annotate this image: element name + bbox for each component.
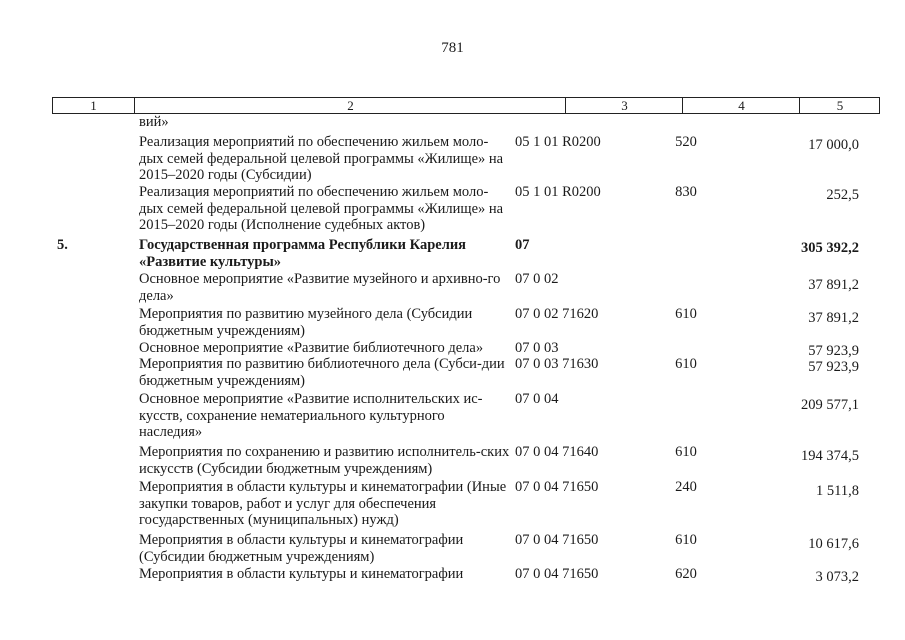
row-code: 07 [515,237,530,253]
row-name: Мероприятия по развитию музейного дела (Субсидии бюджетным учреждениям) [139,306,473,339]
row-code: 07 0 04 71640 [515,444,599,460]
row-category: 610 [675,356,697,372]
row-category: 610 [675,306,697,322]
row-amount: 10 617,6 [808,536,859,552]
row-amount: 37 891,2 [808,277,859,293]
row-amount: 57 923,9 [808,343,859,359]
row-code: 07 0 03 71630 [515,356,599,372]
row-category: 520 [675,134,697,150]
row-name: Мероприятия по развитию библиотечного дела (Субси-дии бюджетным учреждениям) [139,356,505,389]
row-name: Мероприятия в области культуры и кинематографии (Иные закупки товаров, работ и услуг для обеспечения государственных (муниципальных) нужд) [139,479,507,528]
row-name: Мероприятия в области культуры и кинематографии [139,566,464,582]
row-name: Реализация мероприятий по обеспечению жильем моло-дых семей федеральной целевой программы «Жилище» на 2015–2020 годы (Субсидии) [139,134,504,183]
row-amount: 17 000,0 [808,137,859,153]
row-name: Основное мероприятие «Развитие исполнительских ис-кусств, сохранение нематериального культурного наследия» [139,391,483,440]
row-amount: 209 577,1 [801,397,859,413]
section-number: 5. [57,237,68,253]
row-code: 07 0 03 [515,340,559,356]
row-name: Мероприятия в области культуры и кинематографии (Субсидии бюджетным учреждениям) [139,532,464,565]
row-code: 07 0 04 71650 [515,479,599,495]
row-code: 07 0 04 71650 [515,566,599,582]
row-amount: 1 511,8 [816,483,859,499]
row-name: вий» [139,114,169,130]
row-code: 07 0 04 71650 [515,532,599,548]
header-col-3: 3 [565,98,683,113]
row-amount: 3 073,2 [815,569,859,585]
row-name: Мероприятия по сохранению и развитию исполнитель-ских искусств (Субсидии бюджетным учреждениям) [139,444,510,477]
row-category: 830 [675,184,697,200]
row-name: Основное мероприятие «Развитие музейного и архивно-го дела» [139,271,501,304]
table-header [52,97,880,114]
row-code: 05 1 01 R0200 [515,134,601,150]
header-col-4: 4 [682,98,800,113]
row-code: 07 0 04 [515,391,559,407]
row-code: 07 0 02 71620 [515,306,599,322]
section-title: Государственная программа Республики Карелия «Развитие культуры» [139,237,467,270]
row-category: 620 [675,566,697,582]
header-col-1: 1 [90,98,97,113]
row-name: Основное мероприятие «Развитие библиотечного дела» [139,340,484,356]
row-category: 610 [675,444,697,460]
row-category: 610 [675,532,697,548]
header-col-5: 5 [799,98,880,113]
row-amount: 37 891,2 [808,310,859,326]
row-amount: 57 923,9 [808,359,859,375]
row-amount: 194 374,5 [801,448,859,464]
row-amount: 252,5 [826,187,859,203]
row-code: 05 1 01 R0200 [515,184,601,200]
page-number: 781 [441,40,464,56]
row-category: 240 [675,479,697,495]
row-code: 07 0 02 [515,271,559,287]
header-col-2: 2 [134,98,566,113]
row-name: Реализация мероприятий по обеспечению жильем моло-дых семей федеральной целевой программы «Жилище» на 2015–2020 годы (Исполнение судебных актов) [139,184,504,233]
row-amount: 305 392,2 [801,240,859,256]
